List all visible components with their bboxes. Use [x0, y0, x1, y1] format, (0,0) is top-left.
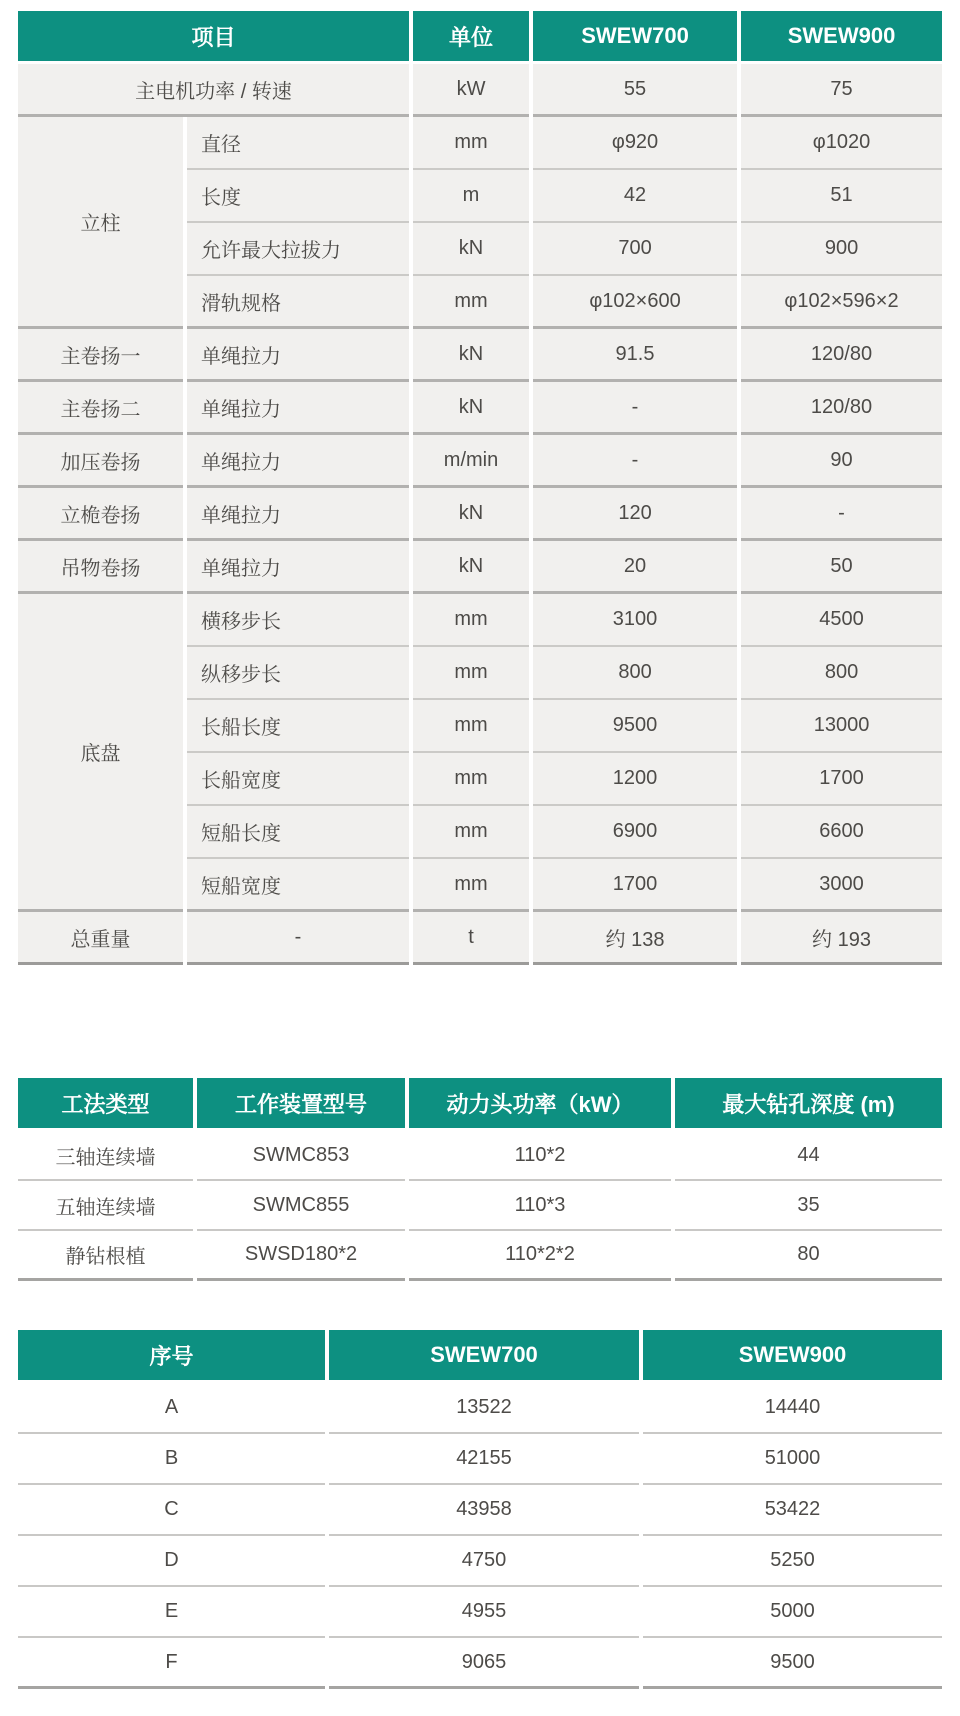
- value-900-cell: 53422: [643, 1485, 942, 1536]
- spec-unit-cell: kN: [413, 223, 529, 276]
- column-header-unit: 单位: [413, 11, 529, 64]
- depth-cell: 44: [675, 1131, 942, 1181]
- index-cell: B: [18, 1434, 325, 1485]
- spec-unit-cell: t: [413, 912, 529, 965]
- method-header-row: [18, 1078, 942, 1131]
- spec-item-cell: 纵移步长: [187, 647, 409, 700]
- spec-unit-cell: mm: [413, 647, 529, 700]
- spec-value-900: 51: [741, 170, 942, 223]
- spec-item-cell: 长船宽度: [187, 753, 409, 806]
- spec-value-900: 90: [741, 435, 942, 488]
- power-cell: 110*2: [409, 1131, 671, 1181]
- value-700-cell: 4750: [329, 1536, 639, 1587]
- column-header-swew700: SWEW700: [329, 1330, 639, 1383]
- spec-value-900: 1700: [741, 753, 942, 806]
- spec-unit-cell: kN: [413, 541, 529, 594]
- spec-item-cell: 短船宽度: [187, 859, 409, 912]
- spec-item-cell: 滑轨规格: [187, 276, 409, 329]
- spec-value-900: 900: [741, 223, 942, 276]
- spec-value-900: φ1020: [741, 117, 942, 170]
- dimension-header-row: [18, 1330, 942, 1383]
- spec-unit-cell: kN: [413, 382, 529, 435]
- spec-value-700: 约 138: [533, 912, 737, 965]
- value-700-cell: 4955: [329, 1587, 639, 1638]
- spec-group-cell: 加压卷扬: [18, 435, 183, 488]
- table-row: [18, 117, 942, 170]
- spec-unit-cell: mm: [413, 594, 529, 647]
- column-header-depth: 最大钻孔深度 (m): [675, 1078, 942, 1131]
- spec-unit-cell: kW: [413, 64, 529, 117]
- spec-unit-cell: mm: [413, 700, 529, 753]
- method-table: [14, 1078, 946, 1281]
- table-row: [18, 435, 942, 488]
- method-type-cell: 五轴连续墙: [18, 1181, 193, 1231]
- spec-item-cell: 单绳拉力: [187, 382, 409, 435]
- spec-group-cell: 主卷扬一: [18, 329, 183, 382]
- spec-value-700: φ102×600: [533, 276, 737, 329]
- spec-value-900: 800: [741, 647, 942, 700]
- spec-value-700: -: [533, 435, 737, 488]
- spec-header-row: [18, 11, 942, 64]
- table-row: [18, 1131, 942, 1181]
- spec-value-700: 120: [533, 488, 737, 541]
- spec-item-cell: 长度: [187, 170, 409, 223]
- spec-group-cell: 主卷扬二: [18, 382, 183, 435]
- spec-table: [14, 11, 946, 965]
- dimension-table: [14, 1330, 946, 1689]
- value-900-cell: 5000: [643, 1587, 942, 1638]
- spec-group-cell: 立柱: [18, 117, 183, 329]
- spec-unit-cell: mm: [413, 276, 529, 329]
- depth-cell: 35: [675, 1181, 942, 1231]
- spec-unit-cell: mm: [413, 753, 529, 806]
- spec-value-900: 4500: [741, 594, 942, 647]
- spec-unit-cell: m: [413, 170, 529, 223]
- spec-value-900: 3000: [741, 859, 942, 912]
- spec-value-900: 13000: [741, 700, 942, 753]
- spec-item-cell: 单绳拉力: [187, 435, 409, 488]
- spec-value-700: 42: [533, 170, 737, 223]
- value-700-cell: 9065: [329, 1638, 639, 1689]
- spec-item-cell: 长船长度: [187, 700, 409, 753]
- spec-item-cell: 横移步长: [187, 594, 409, 647]
- spec-unit-cell: kN: [413, 329, 529, 382]
- spec-value-700: 700: [533, 223, 737, 276]
- spec-value-700: 6900: [533, 806, 737, 859]
- table-row: [18, 488, 942, 541]
- spec-group-cell: 底盘: [18, 594, 183, 912]
- value-900-cell: 9500: [643, 1638, 942, 1689]
- table-row: [18, 1587, 942, 1638]
- value-700-cell: 13522: [329, 1383, 639, 1434]
- spec-value-900: 约 193: [741, 912, 942, 965]
- table-row: [18, 1638, 942, 1689]
- table-row: [18, 1434, 942, 1485]
- spec-unit-cell: m/min: [413, 435, 529, 488]
- spec-item-cell: 单绳拉力: [187, 541, 409, 594]
- spec-value-700: 800: [533, 647, 737, 700]
- column-header-swew900: SWEW900: [643, 1330, 942, 1383]
- value-700-cell: 42155: [329, 1434, 639, 1485]
- table-row: [18, 1383, 942, 1434]
- spec-value-900: 120/80: [741, 329, 942, 382]
- value-900-cell: 14440: [643, 1383, 942, 1434]
- spec-value-900: φ102×596×2: [741, 276, 942, 329]
- spec-value-700: 1200: [533, 753, 737, 806]
- spec-unit-cell: mm: [413, 117, 529, 170]
- spec-value-700: φ920: [533, 117, 737, 170]
- spec-value-700: 20: [533, 541, 737, 594]
- spec-item-cell: 单绳拉力: [187, 488, 409, 541]
- spec-item-cell: 短船长度: [187, 806, 409, 859]
- spec-unit-cell: mm: [413, 806, 529, 859]
- spec-group-cell: 总重量: [18, 912, 183, 965]
- spec-group-cell: 吊物卷扬: [18, 541, 183, 594]
- index-cell: C: [18, 1485, 325, 1536]
- column-header-device-model: 工作装置型号: [197, 1078, 405, 1131]
- spec-unit-cell: kN: [413, 488, 529, 541]
- power-cell: 110*3: [409, 1181, 671, 1231]
- index-cell: E: [18, 1587, 325, 1638]
- table-row: [18, 1485, 942, 1536]
- index-cell: F: [18, 1638, 325, 1689]
- index-cell: D: [18, 1536, 325, 1587]
- spec-value-700: 91.5: [533, 329, 737, 382]
- device-model-cell: SWMC855: [197, 1181, 405, 1231]
- table-row: [18, 329, 942, 382]
- spec-value-700: 3100: [533, 594, 737, 647]
- spec-value-700: 55: [533, 64, 737, 117]
- table-row: [18, 1536, 942, 1587]
- spec-value-900: -: [741, 488, 942, 541]
- spec-item-cell: 直径: [187, 117, 409, 170]
- table-row: [18, 594, 942, 647]
- spec-value-700: -: [533, 382, 737, 435]
- index-cell: A: [18, 1383, 325, 1434]
- spec-value-700: 1700: [533, 859, 737, 912]
- device-model-cell: SWSD180*2: [197, 1231, 405, 1281]
- column-header-swew900: SWEW900: [741, 11, 942, 64]
- spec-group-cell: 立桅卷扬: [18, 488, 183, 541]
- spec-item-cell: 允许最大拉拔力: [187, 223, 409, 276]
- column-header-method-type: 工法类型: [18, 1078, 193, 1131]
- value-900-cell: 51000: [643, 1434, 942, 1485]
- value-900-cell: 5250: [643, 1536, 942, 1587]
- spec-group-cell: 主电机功率 / 转速: [18, 64, 409, 117]
- table-row: [18, 912, 942, 965]
- column-header-item: 项目: [18, 11, 409, 64]
- table-row: [18, 64, 942, 117]
- method-type-cell: 静钻根植: [18, 1231, 193, 1281]
- value-700-cell: 43958: [329, 1485, 639, 1536]
- device-model-cell: SWMC853: [197, 1131, 405, 1181]
- spec-unit-cell: mm: [413, 859, 529, 912]
- power-cell: 110*2*2: [409, 1231, 671, 1281]
- spec-value-900: 50: [741, 541, 942, 594]
- method-type-cell: 三轴连续墙: [18, 1131, 193, 1181]
- table-row: [18, 382, 942, 435]
- spec-value-900: 75: [741, 64, 942, 117]
- column-header-index: 序号: [18, 1330, 325, 1383]
- column-header-power: 动力头功率（kW）: [409, 1078, 671, 1131]
- spec-value-700: 9500: [533, 700, 737, 753]
- spec-value-900: 6600: [741, 806, 942, 859]
- table-row: [18, 1181, 942, 1231]
- depth-cell: 80: [675, 1231, 942, 1281]
- table-row: [18, 1231, 942, 1281]
- spec-item-cell: 单绳拉力: [187, 329, 409, 382]
- spec-value-900: 120/80: [741, 382, 942, 435]
- table-row: [18, 541, 942, 594]
- spec-item-cell: -: [187, 912, 409, 965]
- column-header-swew700: SWEW700: [533, 11, 737, 64]
